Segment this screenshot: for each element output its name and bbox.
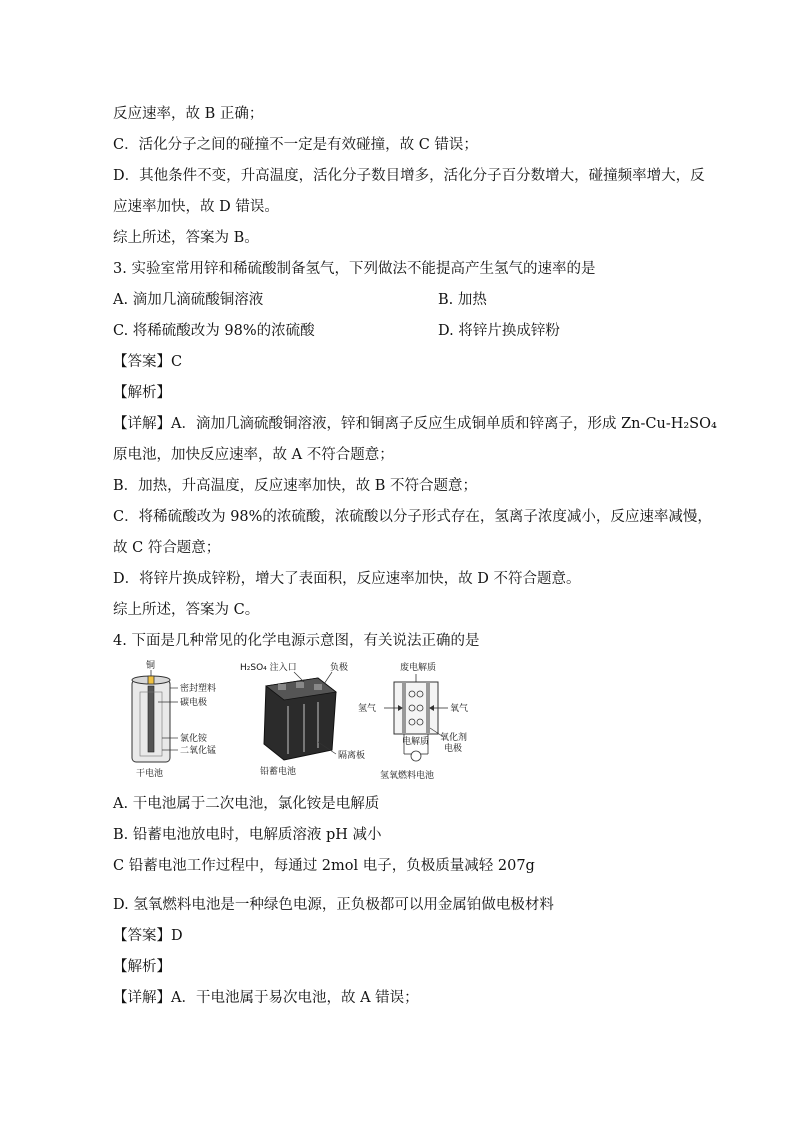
- dry-nh4cl-label: 氯化铵: [180, 734, 208, 744]
- q4-option-b: B. 铅蓄电池放电时，电解质溶液 pH 减小: [113, 827, 382, 843]
- answer-label: 【答案】C: [113, 354, 183, 370]
- q3-option-d: D. 将锌片换成锌粉: [438, 323, 560, 339]
- fuel-electrolyte-label: 电解质: [402, 737, 430, 747]
- dry-cell: [132, 659, 216, 779]
- q3-option-a: A. 滴加几滴硫酸铜溶液: [113, 292, 264, 308]
- lead-battery-caption: 铅蓄电池: [260, 767, 297, 777]
- fuel-waste-label: 废电解质: [400, 663, 437, 673]
- dry-cell-caption: 干电池: [136, 769, 164, 779]
- fuel-catalyst-label: 氧化剂: [440, 733, 468, 743]
- answer-label: 【答案】D: [113, 928, 183, 944]
- q4-option-d: D. 氢氧燃料电池是一种绿色电源，正负极都可以用金属铂做电极材料: [113, 897, 554, 913]
- battery-figure: [118, 658, 478, 786]
- text-line: 反应速率，故 B 正确；: [113, 106, 264, 122]
- q3-option-b: B. 加热: [438, 292, 487, 308]
- lead-inlet-label: H₂SO₄ 注入口: [240, 663, 297, 673]
- text-line: 故 C 符合题意；: [113, 540, 221, 556]
- text-line: C．将稀硫酸改为 98%的浓硫酸，浓硫酸以分子形式存在，氢离子浓度减小，反应速率减慢，: [113, 509, 712, 525]
- fuel-cell: [358, 661, 468, 781]
- q4-option-a: A. 干电池属于二次电池，氯化铵是电解质: [113, 796, 380, 812]
- dry-copper-label: 铜: [146, 661, 156, 671]
- text-line: 【详解】A．干电池属于易次电池，故 A 错误；: [113, 990, 419, 1006]
- battery-diagram: [118, 658, 478, 786]
- text-line: D．其他条件不变，升高温度，活化分子数目增多，活化分子百分数增大，碰撞频率增大，反: [113, 168, 705, 184]
- dry-mno2-label: 二氧化锰: [180, 746, 217, 756]
- text-line: C．活化分子之间的碰撞不一定是有效碰撞，故 C 错误；: [113, 137, 478, 153]
- lead-sep-label: 隔离板: [338, 751, 366, 761]
- text-line: 综上所述，答案为 C。: [113, 602, 260, 618]
- dry-carbon-label: 碳电极: [180, 698, 208, 708]
- fuel-o2-label: 氧气: [450, 704, 469, 714]
- fuel-electrode-label: 电极: [444, 744, 463, 754]
- lead-acid-battery: [240, 661, 365, 777]
- analysis-label: 【解析】: [113, 385, 171, 401]
- q3-option-c: C. 将稀硫酸改为 98%的浓硫酸: [113, 323, 315, 339]
- analysis-label: 【解析】: [113, 959, 171, 975]
- text-line: 综上所述，答案为 B。: [113, 230, 259, 246]
- question-3-stem: 3. 实验室常用锌和稀硫酸制备氢气，下列做法不能提高产生氢气的速率的是: [113, 261, 596, 277]
- lead-neg-label: 负极: [330, 663, 349, 673]
- text-line: 原电池，加快反应速率，故 A 不符合题意；: [113, 447, 394, 463]
- text-line: 【详解】A．滴加几滴硫酸铜溶液，锌和铜离子反应生成铜单质和锌离子，形成 Zn-Cu-H₂SO₄: [113, 416, 717, 432]
- text-line: B．加热，升高温度，反应速率加快，故 B 不符合题意；: [113, 478, 478, 494]
- q4-option-c: C 铅蓄电池工作过程中，每通过 2mol 电子，负极质量减轻 207g: [113, 858, 535, 874]
- dry-plastic-label: 密封塑料: [180, 684, 217, 694]
- question-4-stem: 4. 下面是几种常见的化学电源示意图，有关说法正确的是: [113, 633, 480, 649]
- text-line: D．将锌片换成锌粉，增大了表面积，反应速率加快，故 D 不符合题意。: [113, 571, 581, 587]
- fuel-cell-caption: 氢氧燃料电池: [380, 771, 435, 781]
- text-line: 应速率加快，故 D 错误。: [113, 199, 279, 215]
- fuel-h2-label: 氢气: [358, 704, 377, 714]
